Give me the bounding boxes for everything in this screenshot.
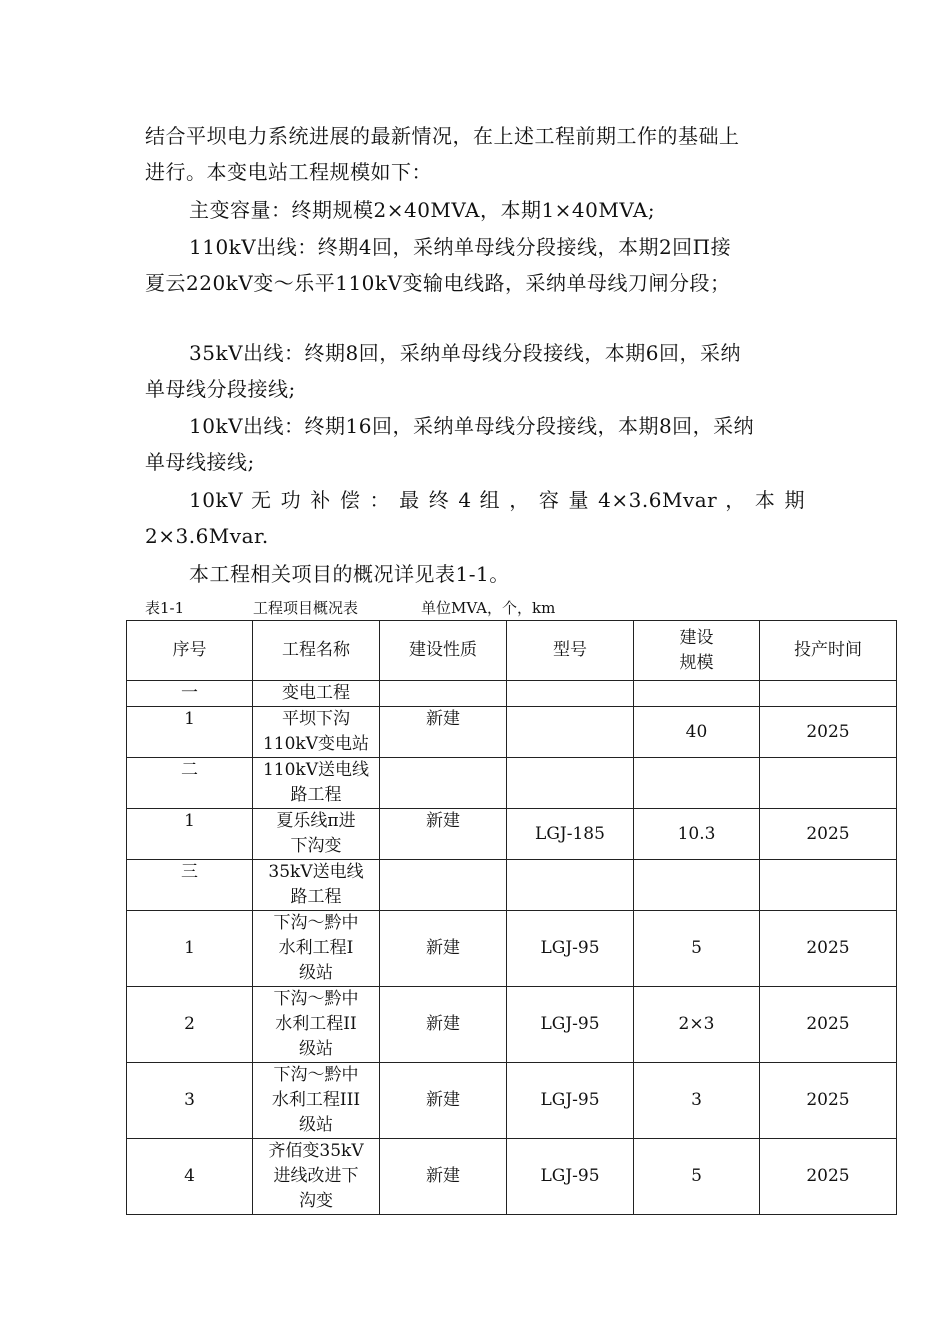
cell-scale: 5 bbox=[634, 1139, 760, 1215]
table-unit: 单位MVA，个，km bbox=[421, 599, 556, 617]
table-title: 工程项目概况表 bbox=[253, 599, 359, 617]
cell-nature: 新建 bbox=[380, 911, 507, 987]
cell-scale bbox=[634, 681, 760, 707]
cell-model: LGJ-95 bbox=[507, 987, 634, 1063]
cell-scale: 10.3 bbox=[634, 809, 760, 860]
cell-index: 4 bbox=[127, 1139, 253, 1215]
header-cell: 建设性质 bbox=[380, 621, 507, 681]
cell-project-name: 下沟～黔中 水利工程III 级站 bbox=[253, 1063, 380, 1139]
cell-index: 1 bbox=[127, 911, 253, 987]
paragraph-table-ref: 本工程相关项目的概况详见表1-1。 bbox=[189, 562, 510, 586]
cell-index: 三 bbox=[127, 860, 253, 911]
cell-commission-year bbox=[760, 758, 897, 809]
cell-commission-year: 2025 bbox=[760, 809, 897, 860]
cell-index: 3 bbox=[127, 1063, 253, 1139]
cell-commission-year: 2025 bbox=[760, 1063, 897, 1139]
cell-commission-year: 2025 bbox=[760, 987, 897, 1063]
cell-commission-year bbox=[760, 860, 897, 911]
cell-project-name: 下沟～黔中 水利工程I 级站 bbox=[253, 911, 380, 987]
header-cell: 建设 规模 bbox=[634, 621, 760, 681]
paragraph-compensation bbox=[145, 482, 805, 554]
cell-project-name: 平坝下沟 110kV变电站 bbox=[253, 707, 380, 758]
cell-scale: 5 bbox=[634, 911, 760, 987]
paragraph-10kv bbox=[145, 408, 805, 480]
cell-model bbox=[507, 707, 634, 758]
cell-index: 二 bbox=[127, 758, 253, 809]
header-cell: 型号 bbox=[507, 621, 634, 681]
text-line: 结合平坝电力系统进展的最新情况，在上述工程前期工作的基础上 bbox=[145, 124, 740, 148]
paragraph-transformer: 主变容量：终期规模2×40MVA，本期1×40MVA; bbox=[189, 198, 656, 222]
table-row bbox=[127, 1139, 897, 1215]
text-line: 夏云220kV变～乐平110kV变输电线路，采纳单母线刀闸分段； bbox=[145, 271, 731, 295]
header-cell: 投产时间 bbox=[760, 621, 897, 681]
cell-project-name: 35kV送电线 路工程 bbox=[253, 860, 380, 911]
table-header-row bbox=[127, 621, 897, 681]
cell-nature: 新建 bbox=[380, 809, 507, 860]
cell-model bbox=[507, 681, 634, 707]
table-row bbox=[127, 758, 897, 809]
cell-project-name: 齐佰变35kV 进线改进下 沟变 bbox=[253, 1139, 380, 1215]
text-line: 单母线分段接线; bbox=[145, 377, 296, 401]
table-row bbox=[127, 987, 897, 1063]
text-line: 10kV 无 功 补 偿 ： 最 终 4 组 ， 容 量 4×3.6Mvar ， 本 期 bbox=[189, 488, 805, 512]
cell-model: LGJ-185 bbox=[507, 809, 634, 860]
header-cell: 序号 bbox=[127, 621, 253, 681]
table-row bbox=[127, 860, 897, 911]
cell-project-name: 夏乐线π进 下沟变 bbox=[253, 809, 380, 860]
paragraph-intro bbox=[145, 118, 805, 190]
table-number: 表1-1 bbox=[145, 599, 185, 617]
text-line: 35kV出线：终期8回，采纳单母线分段接线，本期6回，采纳 bbox=[189, 341, 741, 365]
cell-scale: 40 bbox=[634, 707, 760, 758]
cell-project-name: 110kV送电线 路工程 bbox=[253, 758, 380, 809]
cell-scale bbox=[634, 860, 760, 911]
paragraph-35kv bbox=[145, 335, 805, 407]
text-line: 10kV出线：终期16回，采纳单母线分段接线，本期8回，采纳 bbox=[189, 414, 755, 438]
cell-index: 2 bbox=[127, 987, 253, 1063]
cell-project-name: 变电工程 bbox=[253, 681, 380, 707]
header-cell: 工程名称 bbox=[253, 621, 380, 681]
text-line: 进行。本变电站工程规模如下： bbox=[145, 160, 432, 184]
paragraph-110kv bbox=[145, 229, 805, 301]
cell-model bbox=[507, 758, 634, 809]
cell-index: 1 bbox=[127, 809, 253, 860]
cell-model: LGJ-95 bbox=[507, 911, 634, 987]
cell-nature: 新建 bbox=[380, 1063, 507, 1139]
project-table bbox=[126, 620, 897, 1215]
cell-model: LGJ-95 bbox=[507, 1139, 634, 1215]
cell-scale: 2×3 bbox=[634, 987, 760, 1063]
cell-index: 1 bbox=[127, 707, 253, 758]
cell-project-name: 下沟～黔中 水利工程II 级站 bbox=[253, 987, 380, 1063]
cell-nature bbox=[380, 681, 507, 707]
table-row bbox=[127, 681, 897, 707]
cell-nature bbox=[380, 860, 507, 911]
cell-nature: 新建 bbox=[380, 1139, 507, 1215]
cell-scale bbox=[634, 758, 760, 809]
table-row bbox=[127, 809, 897, 860]
cell-scale: 3 bbox=[634, 1063, 760, 1139]
text-line: 2×3.6Mvar. bbox=[145, 524, 269, 548]
table-row bbox=[127, 1063, 897, 1139]
cell-commission-year: 2025 bbox=[760, 911, 897, 987]
table-row bbox=[127, 707, 897, 758]
cell-commission-year bbox=[760, 681, 897, 707]
text-line: 110kV出线：终期4回，采纳单母线分段接线，本期2回Π接 bbox=[189, 235, 732, 259]
cell-nature: 新建 bbox=[380, 987, 507, 1063]
cell-index: 一 bbox=[127, 681, 253, 707]
cell-nature bbox=[380, 758, 507, 809]
cell-model: LGJ-95 bbox=[507, 1063, 634, 1139]
cell-model bbox=[507, 860, 634, 911]
cell-commission-year: 2025 bbox=[760, 707, 897, 758]
table-row bbox=[127, 911, 897, 987]
cell-commission-year: 2025 bbox=[760, 1139, 897, 1215]
text-line: 单母线接线; bbox=[145, 450, 255, 474]
cell-nature: 新建 bbox=[380, 707, 507, 758]
